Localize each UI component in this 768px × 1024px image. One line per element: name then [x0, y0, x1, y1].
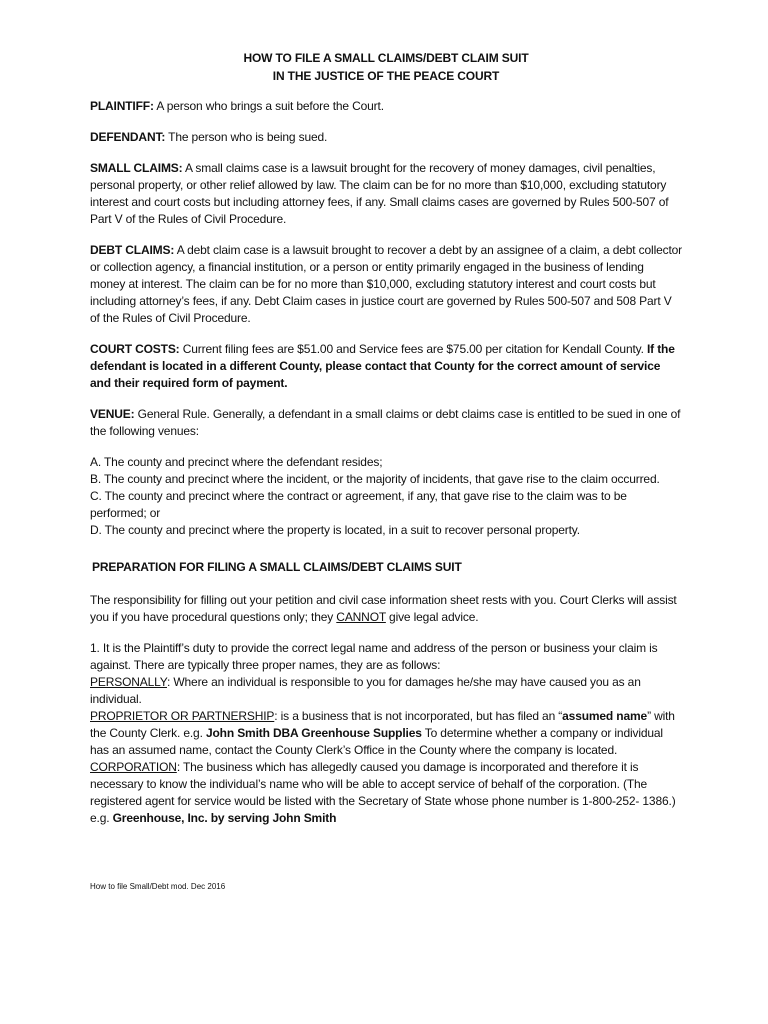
proprietor-term: PROPRIETOR OR PARTNERSHIP	[90, 709, 275, 723]
proper-names-section	[90, 640, 682, 827]
venue-item-b: B. The county and precinct where the incident, or the majority of incidents, that gave rise to the claim occurred.	[90, 472, 660, 486]
plaintiff-term: PLAINTIFF:	[90, 99, 154, 113]
venue-item-a: A. The county and precinct where the defendant resides;	[90, 455, 383, 469]
title-line-2: IN THE JUSTICE OF THE PEACE COURT	[272, 68, 500, 83]
court-costs-term: COURT COSTS:	[90, 342, 180, 356]
defendant-definition	[90, 129, 682, 146]
proprietor-item	[90, 708, 682, 759]
proper-names-intro: 1. It is the Plaintiff’s duty to provide the correct legal name and address of the person or business your claim is against. There are typically three proper names, they are as follows:	[90, 641, 658, 672]
personally-term: PERSONALLY	[90, 675, 167, 689]
corporation-item	[90, 759, 682, 827]
debt-claims-text: A debt claim case is a lawsuit brought to recover a debt by an assignee of a claim, a debt collector or collection agency, a financial institution, or a person or entity primarily engaged in the business of lending money at interest. The claim can be for no more than $10,000, excluding statutory interest and court costs but including attorney’s fees, if any. Debt Claim cases in justice court are governed by Rules 500-507 and 508 Part V of the Rules of Civil Procedure.	[90, 243, 683, 325]
corporation-example: Greenhouse, Inc. by serving John Smith	[112, 811, 337, 825]
venue-item-c: C. The county and precinct where the contract or agreement, if any, that gave rise to the claim was to be performed; or	[90, 489, 627, 520]
court-costs-text: Current filing fees are $51.00 and Service fees are $75.00 per citation for Kendall County.	[179, 342, 647, 356]
corporation-text: : The business which has allegedly caused you damage is incorporated and therefore it is necessary to know the individual’s name who will be able to accept service of behalf of the corporation. (The registered agent for service would be listed with the Secretary of State whose phone number is 1-800-252- 1386.) e.g.	[90, 760, 676, 825]
debt-claims-term: DEBT CLAIMS:	[90, 243, 175, 257]
venue-item-d: D. The county and precinct where the property is located, in a suit to recover personal property.	[90, 523, 580, 537]
corporation-term: CORPORATION	[90, 760, 177, 774]
proprietor-text-2: ” with the County Clerk. e.g.	[90, 709, 675, 740]
responsibility-text: The responsibility for filling out your petition and civil case information sheet rests with you. Court Clerks will assist you if you have procedural questions only; they	[90, 593, 677, 624]
venue-text: General Rule. Generally, a defendant in a small claims or debt claims case is entitled to be sued in one of the following venues:	[90, 407, 681, 438]
small-claims-term: SMALL CLAIMS:	[90, 161, 183, 175]
small-claims-definition	[90, 160, 682, 228]
personally-item	[90, 674, 682, 708]
venue-list	[90, 454, 682, 539]
plaintiff-definition	[90, 98, 682, 115]
page-title	[90, 50, 682, 85]
assumed-name-emphasis: assumed name	[562, 709, 648, 723]
proprietor-text-1: : is a business that is not incorporated, but has filed an “	[274, 709, 563, 723]
debt-claims-definition	[90, 242, 682, 327]
venue-term: VENUE:	[90, 407, 135, 421]
court-costs-notice: If the defendant is located in a different County, please contact that County for the correct amount of service and their required form of payment.	[90, 342, 675, 390]
title-line-1: HOW TO FILE A SMALL CLAIMS/DEBT CLAIM SUIT	[243, 51, 529, 65]
proprietor-example: John Smith DBA Greenhouse Supplies	[205, 726, 422, 740]
cannot-emphasis: CANNOT	[336, 610, 386, 624]
responsibility-paragraph	[90, 592, 682, 626]
small-claims-text: A small claims case is a lawsuit brought for the recovery of money damages, civil penalties, personal property, or other relief allowed by law. The claim can be for no more than $10,000, excluding statutory interest and court costs but including attorney fees, if any. Small claims cases are governed by Rules 500-507 of Part V of the Rules of Civil Procedure.	[90, 161, 669, 226]
page-footer: How to file Small/Debt mod. Dec 2016	[90, 882, 226, 891]
defendant-text: The person who is being sued.	[165, 130, 328, 144]
proprietor-text-3: To determine whether a company or individual has an assumed name, contact the County Clerk’s Office in the County where the company is located.	[90, 726, 663, 757]
defendant-term: DEFENDANT:	[90, 130, 166, 144]
plaintiff-text: A person who brings a suit before the Court.	[153, 99, 384, 113]
preparation-heading: PREPARATION FOR FILING A SMALL CLAIMS/DEBT CLAIMS SUIT	[92, 560, 462, 574]
document-body	[90, 50, 682, 827]
court-costs-definition	[90, 341, 682, 392]
personally-text: : Where an individual is responsible to you for damages he/she may have caused you as an individual.	[90, 675, 641, 706]
venue-definition	[90, 406, 682, 440]
responsibility-text-end: give legal advice.	[385, 610, 479, 624]
